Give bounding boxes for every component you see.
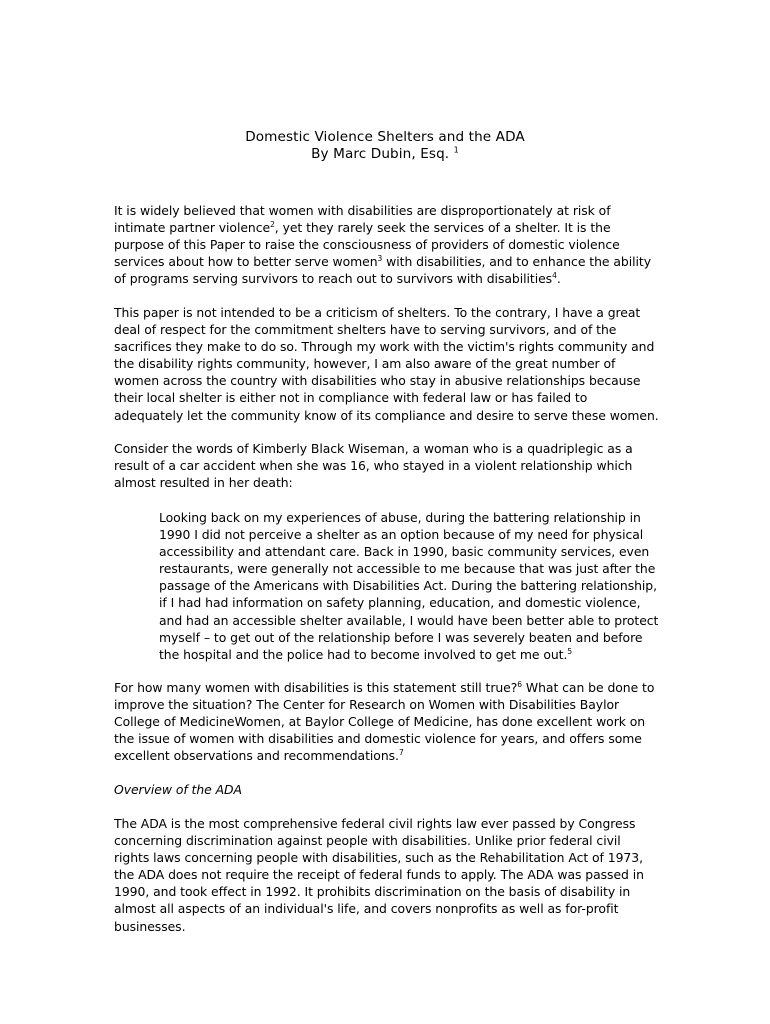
text-run: It is widely believed that women with disabilities are disproportionately at risk of intimate partner violence bbox=[114, 203, 611, 236]
byline bbox=[0, 146, 770, 163]
paragraph-intro bbox=[114, 202, 659, 287]
section-heading: Overview of the ADA bbox=[114, 782, 242, 797]
paragraph-how-many bbox=[114, 679, 659, 764]
title-block bbox=[0, 129, 770, 163]
text-run: . bbox=[556, 271, 561, 287]
text-run: with disabilities, and to enhance the ability of programs serving survivors to reach out to survivors with disabilities bbox=[114, 254, 651, 287]
text-run: What can be done to improve the situation? The Center for Research on Women with Disabilities Baylor College of MedicineWomen, at Baylor College of Medicine, has done excellent work on the issue of women with disabilities and domestic violence for years, and offers some excellent observations and recommendations. bbox=[114, 680, 655, 764]
footnote-ref: 6 bbox=[517, 679, 523, 689]
footnote-ref: 5 bbox=[567, 646, 573, 656]
text-run: For how many women with disabilities is this statement still true? bbox=[114, 680, 518, 695]
document-title: Domestic Violence Shelters and the ADA bbox=[245, 129, 525, 145]
footnote-ref: 2 bbox=[270, 219, 275, 229]
byline-text: By Marc Dubin, Esq. bbox=[311, 146, 450, 162]
footnote-ref: 4 bbox=[552, 271, 557, 281]
paragraph-not-criticism: This paper is not intended to be a criticism of shelters. To the contrary, I have a great deal of respect for the commitment shelters have to serving survivors, and of the sacrifices they make to do so. Through my work with the victim's rights community and the disability rights community, however, I am also aware of the great number of women across the country with disabilities who stay in abusive relationships because their local shelter is either not in compliance with federal law or has failed to adequately let the community know of its compliance and desire to serve these women. bbox=[114, 305, 659, 423]
paragraph-ada-overview: The ADA is the most comprehensive federal civil rights law ever passed by Congress concerning discrimination against people with disabilities. Unlike prior federal civil rights laws concerning people with disabilities, such as the Rehabilitation Act of 1973, the ADA does not require the receipt of federal funds to apply. The ADA was passed in 1990, and took effect in 1992. It prohibits discrimination on the basis of disability in almost all aspects of an individual's life, and covers nonprofits as well as for-profit businesses. bbox=[114, 816, 644, 934]
block-quote bbox=[159, 509, 664, 663]
text-run: , yet they rarely seek the services of a shelter. It is the purpose of this Paper to raise the consciousness of providers of domestic violence services about how to better serve women bbox=[114, 220, 620, 270]
footnote-ref: 1 bbox=[453, 145, 459, 155]
quote-text: Looking back on my experiences of abuse, during the battering relationship in 1990 I did not perceive a shelter as an option because of my need for physical accessibility and attendant care. Back in 1990, basic community services, even restaurants, were generally not accessible to me because that was just after the passage of the Americans with Disabilities Act. During the battering relationship, if I had had information on safety planning, education, and domestic violence, and had an accessible shelter available, I would have been better able to protect myself – to get out of the relationship before I was severely beaten and before the hospital and the police had to become involved to get me out. bbox=[159, 510, 659, 662]
footnote-ref: 7 bbox=[398, 748, 404, 758]
paragraph-consider: Consider the words of Kimberly Black Wiseman, a woman who is a quadriplegic as a result of a car accident when she was 16, who stayed in a violent relationship which almost resulted in her death: bbox=[114, 441, 633, 491]
footnote-ref: 3 bbox=[377, 254, 383, 264]
